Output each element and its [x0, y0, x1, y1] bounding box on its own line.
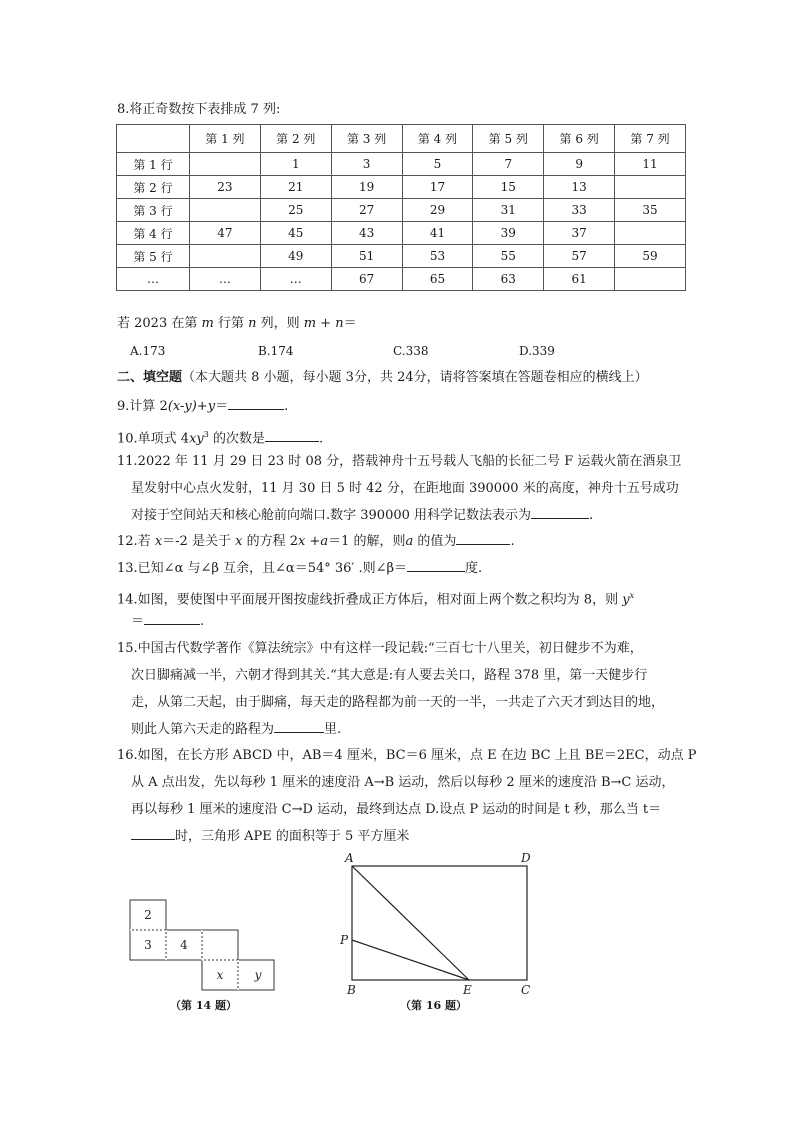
table-cell: 1	[260, 153, 331, 176]
option-c[interactable]: C.338	[393, 344, 429, 358]
var-x: x	[297, 534, 306, 549]
q12-text: 12.若	[117, 534, 155, 549]
table-cell	[190, 199, 261, 222]
q16-line2: 从 A 点出发，先以每秒 1 厘米的速度沿 A→B 运动，然后以每秒 2 厘米的速度沿 B→C 运动，	[131, 775, 675, 790]
table-cell: 19	[331, 176, 402, 199]
section-title: 二、填空题	[117, 370, 183, 385]
table-cell: 61	[544, 268, 615, 291]
option-b[interactable]: B.174	[258, 344, 294, 358]
table-header-cell: 第 4 列	[402, 125, 473, 153]
section-heading	[117, 368, 648, 388]
var-a: a	[320, 534, 329, 549]
q15-text: 里.	[324, 722, 342, 737]
q13-text: 度.	[465, 561, 483, 576]
q16-line4	[131, 827, 409, 847]
table-row	[117, 153, 686, 176]
q13	[117, 559, 482, 579]
point-label: A	[345, 851, 354, 865]
table-cell: 第 3 行	[117, 199, 190, 222]
q10-exponent: 3	[203, 430, 209, 439]
table-row	[117, 176, 686, 199]
table-cell: 57	[544, 245, 615, 268]
table-cell: 31	[473, 199, 544, 222]
table-cell: 7	[473, 153, 544, 176]
answer-blank[interactable]	[456, 532, 510, 545]
table-cell: 9	[544, 153, 615, 176]
q16-line3: 再以每秒 1 厘米的速度沿 C→D 运动，最终到达点 D.设点 P 运动的时间是 t 秒，那么当 t＝	[131, 802, 662, 817]
table-cell: 51	[331, 245, 402, 268]
table-cell: 39	[473, 222, 544, 245]
table-cell: …	[260, 268, 331, 291]
q16-text: 时，三角形 APE 的面积等于 5 平方厘米	[175, 829, 410, 844]
segment-pe	[352, 940, 469, 980]
table-cell: 第 4 行	[117, 222, 190, 245]
table-header-cell	[117, 125, 190, 153]
var-n: n	[248, 316, 257, 331]
var-x: x	[235, 534, 243, 549]
answer-blank[interactable]	[531, 506, 589, 519]
q8-stem: 8.将正奇数按下表排成 7 列:	[117, 102, 281, 117]
answer-blank[interactable]	[228, 397, 284, 410]
q15-line1: 15.中国古代数学著作《算法统宗》中有这样一段记载:“三百七十八里关，初日健步不为难，	[117, 641, 643, 656]
q13-text: 13.已知∠α 与∠β 互余，且∠α＝54° 36′ .则∠β＝	[117, 561, 408, 576]
table-cell: 3	[331, 153, 402, 176]
table-cell: 49	[260, 245, 331, 268]
table-cell: 第 1 行	[117, 153, 190, 176]
var-m: m	[201, 316, 214, 331]
table-header-cell: 第 2 列	[260, 125, 331, 153]
q10-monomial: xy	[189, 431, 204, 447]
var-x: x	[154, 534, 163, 549]
answer-blank[interactable]	[265, 429, 319, 442]
table-cell	[190, 153, 261, 176]
table-cell	[615, 222, 686, 245]
var-x-exponent: x	[629, 591, 635, 600]
q11-line2: 星发射中心点火发射，11 月 30 日 5 时 42 分，在距地面 390000 米的高度，神舟十五号成功	[131, 481, 679, 496]
table-row	[117, 199, 686, 222]
table-row	[117, 222, 686, 245]
table-cell: 29	[402, 199, 473, 222]
rectangle-figure	[335, 848, 545, 998]
net-label: 4	[180, 938, 188, 952]
section-desc: （本大题共 8 小题，每小题 3分，共 24分，请将答案填在答题卷相应的横线上）	[182, 370, 648, 385]
table-cell: 17	[402, 176, 473, 199]
net-label: 3	[144, 938, 152, 952]
figure-caption: （第 16 题）	[400, 999, 467, 1012]
net-label: 2	[144, 908, 152, 922]
answer-blank[interactable]	[144, 612, 200, 625]
q9-text: ＝	[215, 399, 229, 414]
point-label: P	[340, 933, 349, 947]
q8-question-text: 列，则	[256, 316, 304, 331]
table-header-cell: 第 5 列	[473, 125, 544, 153]
q15-line2: 次日脚痛减一半，六朝才得到其关.“其大意是:有人要去关口，路程 378 里，第一天健步行	[131, 668, 648, 683]
q9-var: y	[207, 399, 216, 414]
table-cell: 21	[260, 176, 331, 199]
table-cell: 65	[402, 268, 473, 291]
net-label: y	[254, 968, 262, 982]
q11-text: .	[589, 508, 594, 523]
q12-text: 的方程 2	[242, 534, 298, 549]
q12-text: ＝1 的解，则	[328, 534, 406, 549]
table-cell: 第 2 行	[117, 176, 190, 199]
table-header-cell: 第 1 列	[190, 125, 261, 153]
q12-text: ＝-2 是关于	[162, 534, 236, 549]
q14-text: .	[200, 614, 205, 629]
q15-line4	[131, 720, 341, 740]
q8-question-text: 行第	[213, 316, 249, 331]
net-face	[202, 930, 238, 960]
table-cell: …	[117, 268, 190, 291]
table-cell: 23	[190, 176, 261, 199]
table-cell: 55	[473, 245, 544, 268]
option-d[interactable]: D.339	[519, 344, 555, 358]
q12-text: +	[305, 534, 321, 549]
table-header-cell: 第 3 列	[331, 125, 402, 153]
q10-text: 10.单项式 4	[117, 431, 190, 447]
table-header-row	[117, 125, 686, 153]
q9-text: .	[284, 399, 289, 414]
q9-expr: (x-y)	[167, 399, 197, 414]
point-label: C	[521, 983, 531, 997]
table-cell: 11	[615, 153, 686, 176]
segment-ae	[352, 866, 469, 980]
q8-question-text: ＝	[343, 316, 357, 331]
table-row	[117, 268, 686, 291]
table-cell	[615, 268, 686, 291]
q11-line1: 11.2022 年 11 月 29 日 23 时 08 分，搭载神舟十五号载人飞船的长征二号 F 运载火箭在酒泉卫	[117, 454, 682, 469]
cube-net-figure	[120, 890, 290, 1000]
q15-line3: 走，从第二天起，由于脚痛，每天走的路程都为前一天的一半，一共走了六天才到达目的地，	[131, 695, 665, 710]
net-label: x	[216, 968, 224, 982]
q12-text: .	[510, 534, 515, 549]
q14-line2	[131, 612, 204, 632]
var-a: a	[405, 534, 414, 549]
answer-blank[interactable]	[131, 827, 175, 840]
q9	[117, 397, 288, 417]
table-cell: 63	[473, 268, 544, 291]
q12	[117, 532, 515, 552]
table-cell	[190, 245, 261, 268]
figure-caption: （第 14 题）	[170, 999, 237, 1012]
expr-m-plus-n: m + n	[303, 316, 344, 331]
point-label: D	[521, 851, 531, 865]
q8-question-text: 若 2023 在第	[117, 316, 202, 331]
table-cell: 37	[544, 222, 615, 245]
q11-line3	[131, 506, 593, 526]
q12-text: 的值为	[413, 534, 457, 549]
table-cell: 5	[402, 153, 473, 176]
q10	[117, 425, 323, 449]
point-label: B	[347, 983, 356, 997]
table-cell: 25	[260, 199, 331, 222]
rectangle-abcd	[352, 866, 527, 980]
q10-text: 的次数是	[208, 431, 265, 447]
table-row	[117, 245, 686, 268]
table-cell: 43	[331, 222, 402, 245]
answer-blank[interactable]	[274, 720, 324, 733]
option-a[interactable]: A.173	[130, 344, 166, 358]
q15-text: 则此人第六天走的路程为	[131, 722, 275, 737]
q16-line1: 16.如图，在长方形 ABCD 中，AB＝4 厘米，BC＝6 厘米，点 E 在边 BC 上且 BE＝2EC，动点 P	[117, 748, 697, 763]
var-y: y	[622, 592, 630, 608]
table-cell: 35	[615, 199, 686, 222]
q14-text: 14.如图，要使图中平面展开图按虚线折叠成正方体后，相对面上两个数之积均为 8，则	[117, 592, 623, 608]
q11-text: 对接于空间站天和核心舱前向端口.数字 390000 用科学记数法表示为	[131, 508, 532, 523]
answer-blank[interactable]	[407, 559, 465, 572]
table-cell: 15	[473, 176, 544, 199]
q14-line1	[117, 586, 634, 610]
q8-question	[117, 314, 357, 334]
point-label: E	[463, 983, 472, 997]
table-cell: 33	[544, 199, 615, 222]
table-cell: 53	[402, 245, 473, 268]
q8-options	[0, 344, 794, 364]
table-header-cell: 第 7 列	[615, 125, 686, 153]
table-header-cell: 第 6 列	[544, 125, 615, 153]
table-cell: 13	[544, 176, 615, 199]
table-cell: 59	[615, 245, 686, 268]
table-cell: 41	[402, 222, 473, 245]
table-cell: 67	[331, 268, 402, 291]
table-cell: 45	[260, 222, 331, 245]
table-cell: 27	[331, 199, 402, 222]
table-cell: …	[190, 268, 261, 291]
q9-text: +	[196, 399, 208, 414]
table-cell: 47	[190, 222, 261, 245]
q8-table	[116, 124, 686, 291]
q10-text: .	[319, 431, 324, 447]
q9-text: 9.计算 2	[117, 399, 168, 414]
table-cell	[615, 176, 686, 199]
q14-text: ＝	[131, 614, 145, 629]
table-cell: 第 5 行	[117, 245, 190, 268]
